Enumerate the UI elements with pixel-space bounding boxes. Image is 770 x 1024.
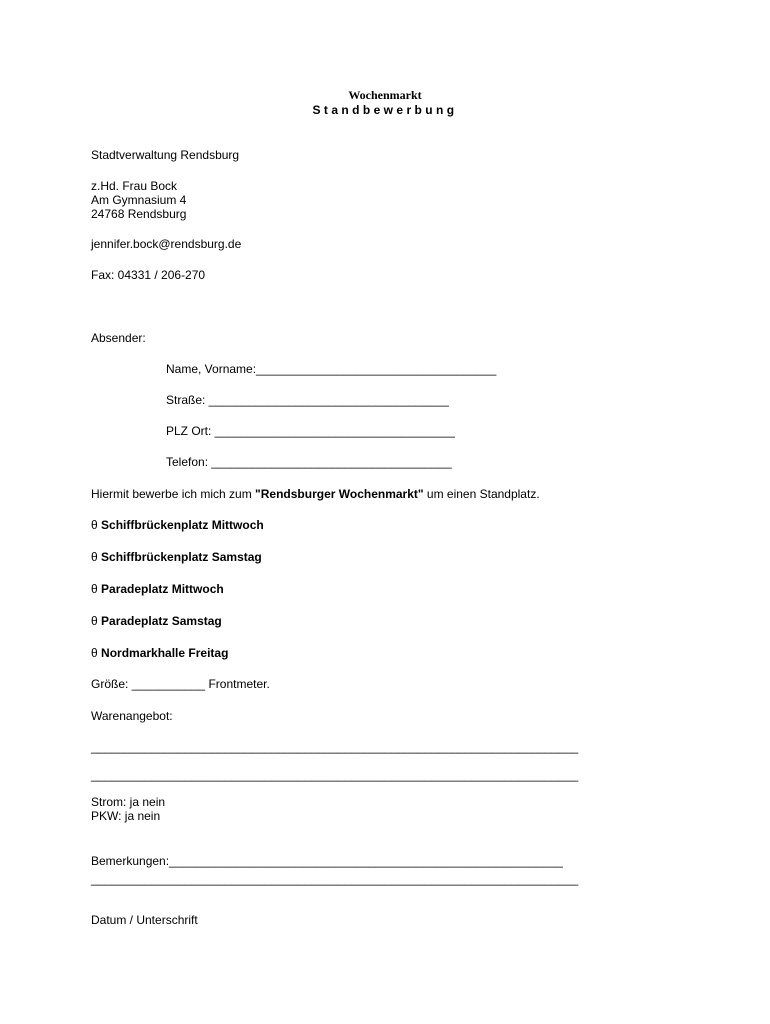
car-option[interactable]: PKW: ja nein bbox=[91, 809, 161, 823]
recipient-fax: Fax: 04331 / 206-270 bbox=[91, 268, 206, 282]
checkbox-symbol[interactable]: θ bbox=[91, 646, 98, 660]
checkbox-symbol[interactable]: θ bbox=[91, 582, 98, 596]
recipient-email: jennifer.bock@rendsburg.de bbox=[91, 237, 242, 251]
recipient-street: Am Gymnasium 4 bbox=[91, 193, 187, 207]
application-suffix: um einen Standplatz. bbox=[423, 487, 540, 501]
option-item[interactable] bbox=[91, 582, 224, 596]
option-item[interactable] bbox=[91, 518, 264, 532]
size-field[interactable]: ___________ bbox=[131, 677, 206, 691]
option-label: Paradeplatz Mittwoch bbox=[101, 582, 224, 596]
size-label: Größe: bbox=[91, 677, 132, 691]
sender-label: Absender: bbox=[91, 331, 146, 345]
recipient-city: 24768 Rendsburg bbox=[91, 207, 187, 221]
sender-street-field[interactable]: Straße: ____________________________________ bbox=[166, 393, 449, 407]
goods-field-line-1[interactable]: _________________________________________________________________________ bbox=[91, 740, 579, 754]
goods-label: Warenangebot: bbox=[91, 709, 173, 723]
checkbox-symbol[interactable]: θ bbox=[91, 550, 98, 564]
checkbox-symbol[interactable]: θ bbox=[91, 518, 98, 532]
document-subtitle: Standbewerbung bbox=[312, 103, 458, 117]
application-statement bbox=[91, 487, 540, 501]
application-prefix: Hiermit bewerbe ich mich zum bbox=[91, 487, 256, 501]
option-label: Schiffbrückenplatz Mittwoch bbox=[101, 518, 264, 532]
sender-phone-field[interactable]: Telefon: ____________________________________ bbox=[166, 455, 452, 469]
remarks-field-line-1[interactable]: Bemerkungen:___________________________________________________________ bbox=[91, 854, 563, 868]
document-title: Wochenmarkt bbox=[348, 88, 422, 102]
sender-plz-field[interactable]: PLZ Ort: ____________________________________ bbox=[166, 424, 455, 438]
option-item[interactable] bbox=[91, 550, 262, 564]
recipient-org: Stadtverwaltung Rendsburg bbox=[91, 148, 240, 162]
size-unit: Frontmeter. bbox=[205, 677, 270, 691]
market-name: "Rendsburger Wochenmarkt" bbox=[255, 487, 424, 501]
checkbox-symbol[interactable]: θ bbox=[91, 614, 98, 628]
option-item[interactable] bbox=[91, 614, 222, 628]
signature-label: Datum / Unterschrift bbox=[91, 913, 198, 927]
option-label: Nordmarkhalle Freitag bbox=[101, 646, 229, 660]
size-row bbox=[91, 677, 270, 691]
sender-name-field[interactable]: Name, Vorname:____________________________________ bbox=[166, 362, 497, 376]
option-label: Schiffbrückenplatz Samstag bbox=[101, 550, 262, 564]
option-label: Paradeplatz Samstag bbox=[101, 614, 222, 628]
remarks-field-line-2[interactable]: _________________________________________________________________________ bbox=[91, 872, 579, 886]
option-item[interactable] bbox=[91, 646, 228, 660]
recipient-attn: z.Hd. Frau Bock bbox=[91, 179, 178, 193]
goods-field-line-2[interactable]: _________________________________________________________________________ bbox=[91, 768, 579, 782]
power-option[interactable]: Strom: ja nein bbox=[91, 795, 166, 809]
